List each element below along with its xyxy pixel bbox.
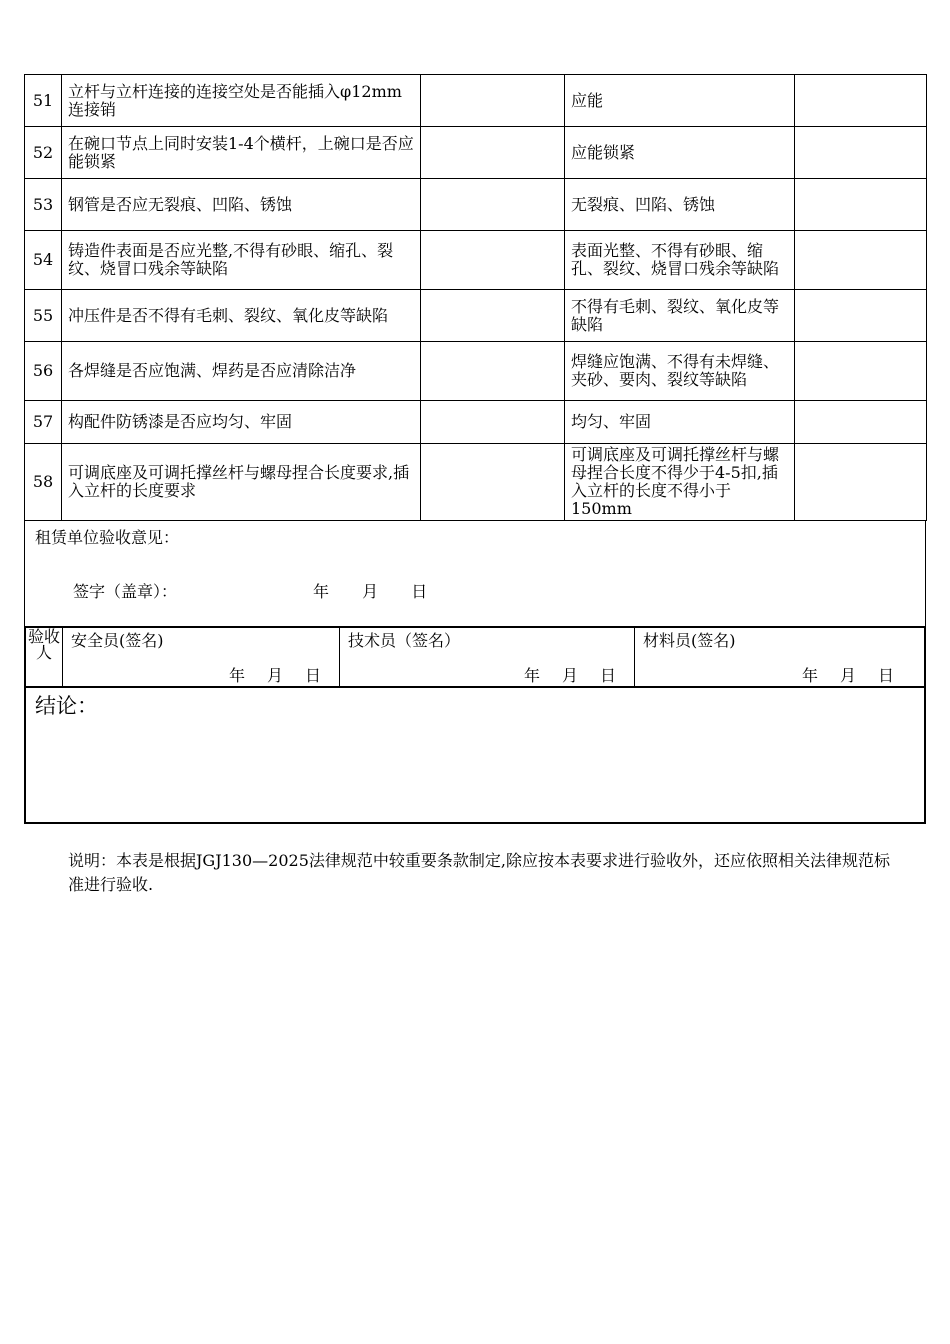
signature-label: 签字（盖章）： xyxy=(73,582,178,601)
check-item: 铸造件表面是否应光整,不得有砂眼、缩孔、裂纹、烧冒口残余等缺陷 xyxy=(62,231,421,290)
row-number: 51 xyxy=(25,75,62,127)
day-label: 日 xyxy=(411,582,428,601)
check-result-cell[interactable] xyxy=(421,290,565,342)
standard-text: 表面光整、不得有砂眼、缩孔、裂纹、烧冒口残余等缺陷 xyxy=(565,231,795,290)
inspection-table xyxy=(24,74,927,521)
check-result-cell[interactable] xyxy=(421,179,565,231)
lessor-opinion-section[interactable] xyxy=(24,521,926,627)
table-row xyxy=(25,444,927,521)
check-result-cell[interactable] xyxy=(421,75,565,127)
row-number: 55 xyxy=(25,290,62,342)
remark-cell[interactable] xyxy=(795,75,927,127)
row-number: 54 xyxy=(25,231,62,290)
standard-text: 均匀、牢固 xyxy=(565,401,795,444)
conclusion-title: 结论： xyxy=(35,694,98,718)
remark-cell[interactable] xyxy=(795,127,927,179)
standard-text: 可调底座及可调托撑丝杆与螺母捏合长度不得少于4-5扣,插入立杆的长度不得小于150mm xyxy=(565,444,795,521)
safety-officer-signature[interactable] xyxy=(63,628,340,686)
check-result-cell[interactable] xyxy=(421,231,565,290)
standard-text: 焊缝应饱满、不得有未焊缝、夹砂、要肉、裂纹等缺陷 xyxy=(565,342,795,401)
acceptors-label: 验收人 xyxy=(26,628,63,686)
check-result-cell[interactable] xyxy=(421,127,565,179)
material-officer-signature[interactable] xyxy=(635,628,924,686)
signature-date xyxy=(313,579,455,602)
conclusion-section[interactable] xyxy=(24,686,926,824)
remark-cell[interactable] xyxy=(795,342,927,401)
remark-cell[interactable] xyxy=(795,179,927,231)
remark-cell[interactable] xyxy=(795,231,927,290)
row-number: 57 xyxy=(25,401,62,444)
standard-text: 无裂痕、凹陷、锈蚀 xyxy=(565,179,795,231)
inspection-sheet xyxy=(24,74,926,824)
standard-text: 应能 xyxy=(565,75,795,127)
check-item: 构配件防锈漆是否应均匀、牢固 xyxy=(62,401,421,444)
signature-date: 年 月 日 xyxy=(523,666,616,685)
standard-text: 应能锁紧 xyxy=(565,127,795,179)
check-result-cell[interactable] xyxy=(421,444,565,521)
check-item: 可调底座及可调托撑丝杆与螺母捏合长度要求,插入立杆的长度要求 xyxy=(62,444,421,521)
table-row xyxy=(25,179,927,231)
check-result-cell[interactable] xyxy=(421,342,565,401)
footnote: 说明：本表是根据JGJ130—2025法律规范中较重要条款制定,除应按本表要求进行验收外，还应依照相关法律规范标准进行验收. xyxy=(68,851,890,894)
lessor-opinion-title: 租赁单位验收意见： xyxy=(35,528,180,547)
check-result-cell[interactable] xyxy=(421,401,565,444)
table-row xyxy=(25,127,927,179)
row-number: 58 xyxy=(25,444,62,521)
remark-cell[interactable] xyxy=(795,401,927,444)
role-label: 安全员(签名) xyxy=(71,631,164,650)
year-label: 年 xyxy=(313,582,330,601)
table-row xyxy=(25,231,927,290)
check-item: 在碗口节点上同时安装1-4个横杆，上碗口是否应能锁紧 xyxy=(62,127,421,179)
table-row xyxy=(25,75,927,127)
role-label: 材料员(签名) xyxy=(643,631,736,650)
row-number: 53 xyxy=(25,179,62,231)
role-label: 技术员（签名） xyxy=(348,631,461,650)
acceptors-section xyxy=(24,626,926,686)
table-row xyxy=(25,290,927,342)
check-item: 钢管是否应无裂痕、凹陷、锈蚀 xyxy=(62,179,421,231)
row-number: 52 xyxy=(25,127,62,179)
check-item: 各焊缝是否应饱满、焊药是否应清除洁净 xyxy=(62,342,421,401)
month-label: 月 xyxy=(362,582,379,601)
check-item: 立杆与立杆连接的连接空处是否能插入φ12mm连接销 xyxy=(62,75,421,127)
table-row xyxy=(25,401,927,444)
signature-date: 年 月 日 xyxy=(801,666,894,685)
check-item: 冲压件是否不得有毛刺、裂纹、氧化皮等缺陷 xyxy=(62,290,421,342)
technician-signature[interactable] xyxy=(340,628,635,686)
table-row xyxy=(25,342,927,401)
remark-cell[interactable] xyxy=(795,290,927,342)
standard-text: 不得有毛刺、裂纹、氧化皮等缺陷 xyxy=(565,290,795,342)
signature-date: 年 月 日 xyxy=(228,666,321,685)
remark-cell[interactable] xyxy=(795,444,927,521)
row-number: 56 xyxy=(25,342,62,401)
